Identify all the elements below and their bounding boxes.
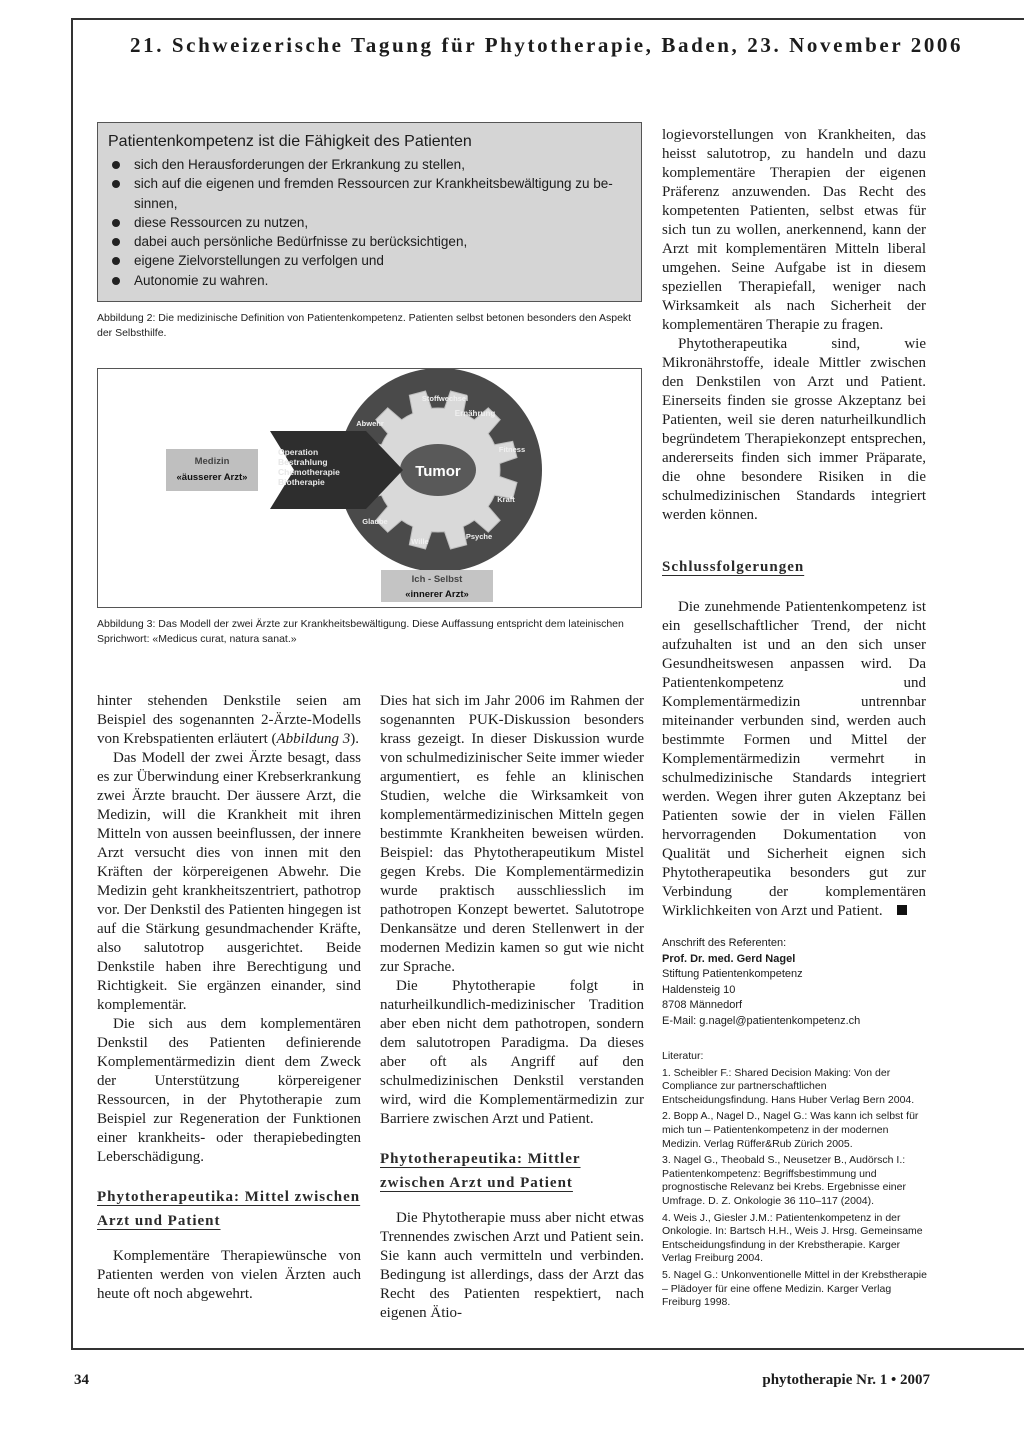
ressource-label: Psyche — [465, 532, 493, 541]
ressource-label: Kraft — [497, 495, 515, 504]
bullet-item: eigene Zielvorstellungen zu verfolgen und — [108, 251, 629, 270]
author-address — [662, 936, 932, 1029]
therapy-label: Operation — [278, 447, 319, 457]
bullet-dot-icon — [112, 277, 120, 285]
figure-2-definition-box — [97, 122, 642, 302]
bullet-item: diese Ressourcen zu nutzen, — [108, 213, 629, 232]
bullet-dot-icon — [112, 180, 120, 188]
ressource-label: Fitness — [498, 445, 526, 454]
bullet-dot-icon — [112, 219, 120, 227]
paragraph: Komplementäre Therapiewünsche von Patienten werden von vielen Ärzten auch heute oft noch abgewehrt. — [97, 1248, 361, 1302]
ressource-label: Stoffwechsel — [421, 394, 469, 403]
ich-selbst-label: Ich - Selbst — [411, 574, 463, 585]
figure-3-caption: Abbildung 3: Das Modell der zwei Ärzte zur Krankheitsbewältigung. Diese Auffassung entspricht dem lateinischen Sprichwort: «Medicus curat, natura sanat.» — [97, 618, 624, 645]
page-number: 34 — [74, 1372, 89, 1388]
literature-item: 4. Weis J., Giesler J.M.: Patientenkompetenz in der Onkologie. In: Bartsch H.H., Weis J. Hrsg. Gemeinsame Entscheidungsfindung in der Krebstherapie. Karger Verlag Freiburg 2004. — [662, 1211, 923, 1265]
paragraph: Die Phytotherapie folgt in naturheilkundlich-medizinischer Tradition aber eben nicht dem pathotropen, sondern dem salutotropen Paradigma. Da dieses aber oft als Angriff auf den schulmedizinischen Denkstil verstanden wird, wird die Komplementärmedizin zur Barriere zwischen Arzt und Patient. — [380, 978, 644, 1127]
bullet-dot-icon — [112, 161, 120, 169]
therapy-label: Biotherapie — [278, 477, 325, 487]
paragraph: hinter stehenden Denkstile seien am Beispiel des sogenannten 2-Ärzte-Modells von Krebspatienten erläutert (Abbildung 3). — [97, 693, 361, 747]
bullet-dot-icon — [112, 238, 120, 246]
paragraph: Die Phytotherapie muss aber nicht etwas Trennendes zwischen Arzt und Patient sein. Sie kann auch vermitteln und verbinden. Bedingung ist allerdings, dass der Arzt das Recht des Patienten respektiert, nach eigenen Ätio- — [380, 1210, 644, 1321]
bullet-item: dabei auch persönliche Bedürfnisse zu berücksichtigen, — [108, 232, 629, 251]
innerer-arzt-label: «innerer Arzt» — [405, 589, 469, 600]
figure-2-box-title: Patientenkompetenz ist die Fähigkeit des Patienten — [108, 133, 472, 150]
author-organisation: Stiftung Patientenkompetenz — [662, 968, 803, 980]
journal-issue: phytotherapie Nr. 1 • 2007 — [762, 1372, 930, 1388]
bullet-item: sich den Herausforderungen der Erkrankung zu stellen, — [108, 155, 629, 174]
text-column-1 — [97, 692, 361, 1304]
address-label: Anschrift des Referenten: — [662, 937, 787, 949]
section-heading: Phytotherapeutika: Mittler zwischen Arzt und Patient — [380, 1151, 581, 1191]
section-heading: Phytotherapeutika: Mittel zwischen Arzt und Patient — [97, 1189, 361, 1229]
author-city: 8708 Männedorf — [662, 999, 743, 1011]
frame-top-rule — [71, 18, 1024, 20]
author-email[interactable]: E-Mail: g.nagel@patientenkompetenz.ch — [662, 1014, 861, 1027]
frame-bottom-rule — [71, 1348, 1024, 1350]
paragraph: logievorstellungen von Krankheiten, das heisst salutotrop, zu handeln und dazu komplementäre Therapien der eigenen Präferenz anzuwenden. Das Recht des kompetenten Patienten, selbst etwas für sich tun zu wollen, anerkennend, kann der Arzt mit komplementären Mitteln liberal umgehen. Seine Aufgabe ist in diesem speziellen Therapiefall, weniger nach Wirksamkeit als nach Sicherheit der komplementären Therapie zu fragen. — [662, 127, 926, 333]
literature-list — [662, 1050, 927, 1313]
end-of-article-square-icon — [897, 905, 907, 915]
literature-item: 1. Scheibler F.: Shared Decision Making: Von der Compliance zur partnerschaftlichen Entscheidungsfindung. Hans Huber Verlag Bern 2004. — [662, 1066, 915, 1106]
text-column-2 — [380, 692, 644, 1323]
literature-item: 5. Nagel G.: Unkonventionelle Mittel in der Krebstherapie – Plädoyer für eine offene Medizin. Karger Verlag Freiburg 1998. — [662, 1268, 927, 1309]
paragraph: Die zunehmende Patientenkompetenz ist ein gesellschaftlicher Trend, der nicht aufzuhalten ist und an den sich unser Gesundheitswesen anpassen wird. Da Patientenkompetenz und Komplementärmedizin untrennbar miteinander verbunden sind, werden auch bestimmte Formen und Mittel der Komplementärmedizin vermehrt in schulmedizinische Standards integriert werden. Wegen ihrer guten Akzeptanz bei Patienten sowie der in vielen Fällen hervorragenden Dokumentation von Qualität und Sicherheit eignen sich Phytotherapeutika besonders gut zur Verbindung der komplementären Wirklichkeiten von Arzt und Patient. — [662, 599, 926, 919]
medizin-label: Medizin — [194, 456, 230, 467]
figure-reference: Abbildung 3 — [276, 731, 351, 747]
aeusserer-arzt-label: «äusserer Arzt» — [176, 472, 248, 483]
bullet-item-continuation: sinnen, — [134, 195, 178, 211]
literature-label: Literatur: — [662, 1050, 704, 1062]
bullet-item: Autonomie zu wahren. — [108, 271, 629, 290]
author-name: Prof. Dr. med. Gerd Nagel — [662, 952, 796, 965]
figure-2-caption: Abbildung 2: Die medizinische Definition von Patientenkompetenz. Patienten selbst betonen besonders den Aspekt der Selbsthilfe. — [97, 312, 632, 339]
therapy-label: Chemotherapie — [278, 467, 340, 477]
ressource-label: Ernährung — [454, 409, 496, 418]
paragraph: Dies hat sich im Jahr 2006 im Rahmen der sogenannten PUK-Diskussion besonders krass gezeigt. In dieser Diskussion wurde von schulmedizinischer Seite immer wieder argumentiert, es fehle an klinischen Studien, welche die Wirksamkeit von komplementärmedizinischen Mitteln gegen bestimmte Krankheiten beweisen würden. Beispiel: das Phytotherapeutikum Mistel gegen Krebs. Die Komplementärmedizin wurde praktisch ausschliesslich im pathotropen Konzept bewertet. Salutotrope Denkansätze und deren Stellenwert in der modernen Medizin kamen so gut wie nicht zur Sprache. — [380, 693, 644, 975]
literature-item: 2. Bopp A., Nagel D., Nagel G.: Was kann ich selbst für mich tun – Patientenkompetenz in der modernen Medizin. Verlag Rüffer&Rub Zürich 2005. — [662, 1110, 919, 1150]
bullet-item: sich auf die eigenen und fremden Ressourcen zur Krankheitsbewältigung zu be- — [108, 174, 629, 193]
ressource-label: Glaube — [362, 517, 388, 526]
paragraph: Phytotherapeutika sind, wie Mikronährstoffe, ideale Mittler zwischen den Denkstilen von Arzt und Patient. Einerseits finden sie grosse Akzeptanz bei Patienten, weil sie deren naturheilkundlich begründetem Therapiekonzept entsprechen, andererseits finden sich immer Präparate, die ohne besondere Risiken in die schulmedizinischen Standards integriert werden können. — [662, 336, 926, 523]
text-column-3-top — [662, 126, 926, 525]
ressource-label: Wille — [411, 537, 429, 546]
therapy-label: Bestrahlung — [278, 457, 328, 467]
literature-item: 3. Nagel G., Theobald S., Neusetzer B., Audörsch I.: Patientenkompetenz: Begriffsbestimmung und prognostische Relevanz bei Krebs. Ergebnisse einer Umfrage. D. Z. Onkologie 36 110–117 (2004). — [662, 1154, 906, 1207]
tumor-label: Tumor — [415, 463, 461, 480]
text-column-3-conclusion — [662, 598, 926, 921]
ressource-label: Abwehr — [356, 419, 384, 428]
author-street: Haldensteig 10 — [662, 983, 736, 996]
frame-left-rule — [71, 18, 73, 1350]
paragraph: Das Modell der zwei Ärzte besagt, dass es zur Überwindung einer Krebserkrankung zwei Ärzte braucht. Der äussere Arzt, die Medizin, will die Krankheit mit ihren Mitteln von aussen beeinflussen, der innere Arzt versucht dies von innen mit den Kräften der körpereigenen Abwehr. Die Medizin geht krankheitszentriert, pathotrop vor. Der Denkstil des Patienten hingegen ist auf die Stärkung gesundmachender Kräfte, also salutotrop ausgerichtet. Beide Denkstile haben ihre Berechtigung und Richtigkeit. Sie ergänzen einander, sind komplementär. — [97, 750, 361, 1013]
running-header-title: 21. Schweizerische Tagung für Phytotherapie, Baden, 23. November 2006 — [130, 33, 964, 57]
bullet-dot-icon — [112, 257, 120, 265]
paragraph: Die sich aus dem komplementären Denkstil des Patienten definierende Komplementärmedizin dient dem Zweck der Unterstützung körpereigener Ressourcen, in der Phytotherapie zum Beispiel zur Regeneration der Funktionen einer krankheits- oder therapiebedingten Leberschädigung. — [97, 1016, 361, 1165]
section-heading-schlussfolgerungen: Schlussfolgerungen — [662, 559, 805, 575]
figure-3-two-doctors-diagram — [97, 368, 642, 608]
